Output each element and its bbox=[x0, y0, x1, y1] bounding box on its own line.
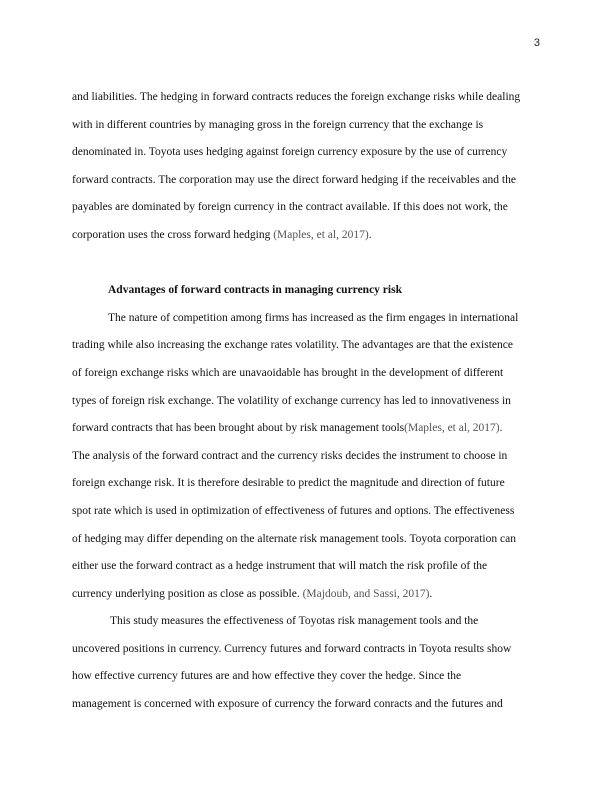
paragraph-study bbox=[72, 608, 540, 718]
text-span: forward contracts that has been brought about by risk management tools bbox=[72, 422, 405, 435]
text-line: of foreign exchange risks which are unavaoidable has brought in the development of different bbox=[72, 366, 504, 379]
text-line: spot rate which is used in optimization of effectiveness of futures and options. The effectiveness bbox=[72, 504, 515, 517]
text-line: with in different countries by managing gross in the foreign currency that the exchange is bbox=[72, 118, 484, 131]
text-line: either use the forward contract as a hedge instrument that will match the risk profile of the bbox=[72, 560, 488, 573]
text-line: The nature of competition among firms has increased as the firm engages in international bbox=[108, 311, 519, 324]
text-span: . bbox=[429, 587, 433, 600]
text-line: management is concerned with exposure of currency the forward conracts and the futures and bbox=[72, 698, 503, 711]
citation: (Maples, et al, 2017) bbox=[273, 228, 369, 241]
citation: (Majdoub, and Sassi, 2017) bbox=[302, 587, 430, 600]
text-line: foreign exchange risk. It is therefore desirable to predict the magnitude and direction of future bbox=[72, 477, 505, 490]
text-line: of hedging may differ depending on the alternate risk management tools. Toyota corporation can bbox=[72, 532, 516, 545]
text-line: how effective currency futures are and how effective they cover the hedge. Since the bbox=[72, 670, 462, 683]
paragraph-advantages bbox=[72, 305, 540, 609]
section-heading: Advantages of forward contracts in managing currency risk bbox=[108, 284, 402, 297]
text-line bbox=[72, 581, 540, 609]
text-line: The analysis of the forward contract and the currency risks decides the instrument to choose in bbox=[72, 449, 508, 462]
paragraph-gap bbox=[72, 250, 540, 278]
text-line: This study measures the effectiveness of Toyotas risk management tools and the bbox=[110, 615, 479, 628]
text-line: and liabilities. The hedging in forward contracts reduces the foreign exchange risks while dealing bbox=[72, 91, 521, 103]
text-line: trading while also increasing the exchange rates volatility. The advantages are that the existence bbox=[72, 339, 513, 352]
text-line: payables are dominated by foreign currency in the contract available. If this does not work, the bbox=[72, 201, 508, 214]
citation: (Maples, et al, 2017) bbox=[404, 422, 500, 435]
text-span: corporation uses the cross forward hedging bbox=[72, 228, 274, 241]
text-line: types of foreign risk exchange. The volatility of exchange currency has led to innovativeness in bbox=[72, 394, 511, 407]
text-line: denominated in. Toyota uses hedging against foreign currency exposure by the use of currency bbox=[72, 146, 508, 159]
page-number: 3 bbox=[533, 37, 540, 49]
text-span: . bbox=[368, 228, 372, 241]
paragraph-hedging bbox=[72, 84, 540, 250]
text-line bbox=[72, 222, 540, 250]
text-line: uncovered positions in currency. Currency futures and forward contracts in Toyota results show bbox=[72, 642, 512, 655]
document-body bbox=[72, 84, 540, 719]
text-line bbox=[72, 415, 540, 443]
text-span: . bbox=[499, 422, 503, 435]
text-span: currency underlying position as close as possible. bbox=[72, 587, 303, 600]
text-line: forward contracts. The corporation may use the direct forward hedging if the receivables and the bbox=[72, 173, 516, 186]
